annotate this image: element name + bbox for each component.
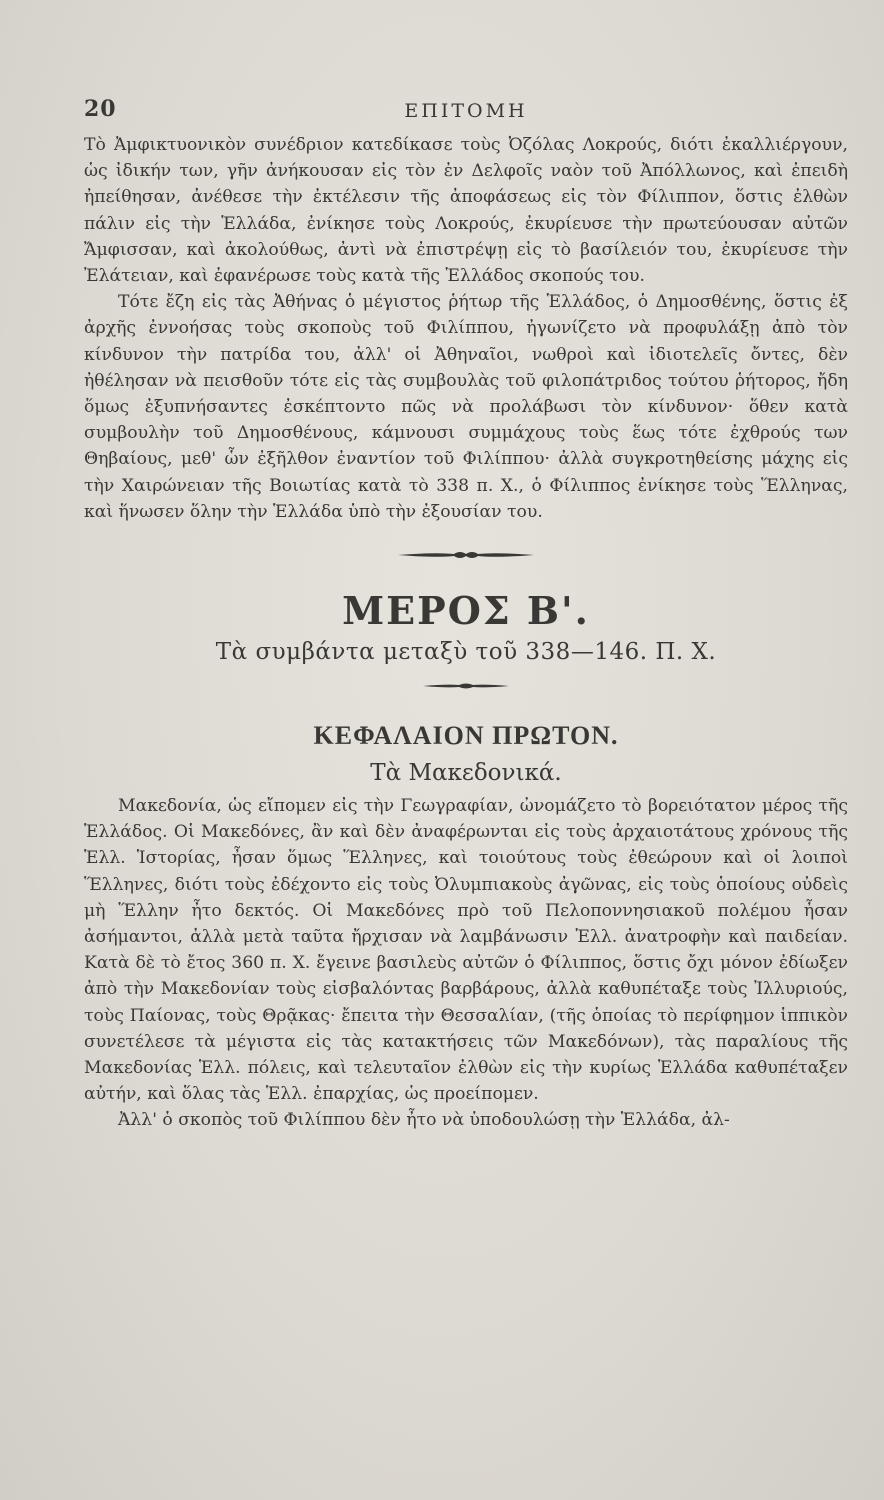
chapter-subtitle: Τὰ Μακεδονικά. bbox=[370, 760, 562, 787]
paragraph-amphictyonic-council: Τὸ Ἀμφικτυονικὸν συνέδριον κατεδίκασε τοὺς Ὀζόλας Λοκρούς, διότι ἐκαλλιέργουν, ὡς ἰδικήν των, γῆν ἀνήκουσαν εἰς τὸν ἐν Δελφοῖς ναὸν τοῦ Ἀπόλλωνος, καὶ ἐπειδὴ ἠπείθησαν, ἀνέθεσε τὴν ἐκτέλεσιν τῆς ἀποφάσεως εἰς τὸν Φίλιππον, ὅστις ἐλθὼν πάλιν εἰς τὴν Ἑλλάδα, ἐνίκησε τοὺς Λοκρούς, ἐκυρίευσε τὴν πρωτεύουσαν αὐτῶν Ἄμφισσαν, καὶ ἀκολούθως, ἀντὶ νὰ ἐπιστρέψῃ εἰς τὸ βασίλειόν του, ἐκυρίευσε τὴν Ἐλάτειαν, καὶ ἐφανέρωσε τοὺς κατὰ τῆς Ἑλλάδος σκοπούς του. bbox=[84, 135, 848, 287]
running-header bbox=[84, 96, 848, 132]
divider-ornament-icon bbox=[396, 548, 536, 562]
page-content bbox=[84, 96, 848, 1134]
divider-ornament bbox=[84, 545, 848, 565]
running-title: ΕΠΙΤΟΜΗ bbox=[404, 100, 528, 122]
paragraph-demosthenes: Τότε ἔζη εἰς τὰς Ἀθήνας ὁ μέγιστος ῥήτωρ τῆς Ἑλλάδος, ὁ Δημοσθένης, ὅστις ἐξ ἀρχῆς ἐννοήσας τοὺς σκοποὺς τοῦ Φιλίππου, ἠγωνίζετο νὰ προφυλάξῃ ἀπὸ τὸν κίνδυνον τὴν πατρίδα του, ἀλλ' οἱ Ἀθηναῖοι, νωθροὶ καὶ ἰδιοτελεῖς ὄντες, δὲν ἠθέλησαν νὰ πεισθοῦν τότε εἰς τὰς συμβουλὰς τοῦ φιλοπάτριδος τούτου ῥήτορος, ἤδη ὅμως ἐξυπνήσαντες ἐσκέπτοντο πῶς νὰ προλάβωσι τὸν κίνδυνον· ὅθεν κατὰ συμβουλὴν τοῦ Δημοσθένους, κάμνουσι συμμάχους τοὺς ἕως τότε ἐχθρούς των Θηβαίους, μεθ' ὧν ἐξῆλθον ἐναντίον τοῦ Φιλίππου· ἀλλὰ συγκροτηθείσης μάχης εἰς τὴν Χαιρώνειαν τῆς Βοιωτίας κατὰ τὸ 338 π. Χ., ὁ Φίλιππος ἐνίκησε τοὺς Ἕλληνας, καὶ ἥνωσεν ὅλην τὴν Ἑλλάδα ὑπὸ τὴν ἐξουσίαν του. bbox=[84, 292, 848, 522]
chapter-title: ΚΕΦΑΛΑΙΟΝ ΠΡΩΤΟΝ. bbox=[313, 721, 619, 751]
part-title: ΜΕΡΟΣ Β'. bbox=[342, 588, 590, 634]
paragraph-philip-aim: Ἀλλ' ὁ σκοπὸς τοῦ Φιλίππου δὲν ἦτο νὰ ὑποδουλώσῃ τὴν Ἑλλάδα, ἀλ- bbox=[118, 1110, 730, 1131]
small-divider-ornament bbox=[84, 679, 848, 693]
paragraph-macedonians: Μακεδονία, ὡς εἴπομεν εἰς τὴν Γεωγραφίαν, ὠνομάζετο τὸ βορειότατον μέρος τῆς Ἑλλάδος. Οἱ Μακεδόνες, ἂν καὶ δὲν ἀναφέρωνται εἰς τοὺς ἀρχαιοτάτους χρόνους τῆς Ἑλλ. Ἱστορίας, ἦσαν ὅμως Ἕλληνες, καὶ τοιούτους τοὺς ἐθεώρουν καὶ οἱ λοιποὶ Ἕλληνες, διότι τοὺς ἐδέχοντο εἰς τοὺς Ὀλυμπιακοὺς ἀγῶνας, εἰς τοὺς ὁποίους οὐδεὶς μὴ Ἕλλην ἦτο δεκτός. Οἱ Μακεδόνες πρὸ τοῦ Πελοποννησιακοῦ πολέμου ἦσαν ἀσήμαντοι, ἀλλὰ μετὰ ταῦτα ἤρχισαν νὰ λαμβάνωσιν Ἑλλ. ἀνατροφὴν καὶ παιδείαν. Κατὰ δὲ τὸ ἔτος 360 π. Χ. ἔγεινε βασιλεὺς αὐτῶν ὁ Φίλιππος, ὅστις ὄχι μόνον ἐδίωξεν ἀπὸ τὴν Μακεδονίαν τοὺς εἰσβαλόντας βαρβάρους, ἀλλὰ καθυπέταξε τοὺς Ἰλλυριούς, τοὺς Παίονας, τοὺς Θρᾷκας· ἔπειτα τὴν Θεσσαλίαν, (τῆς ὁποίας τὸ περίφημον ἱππικὸν συνετέλεσε τὰ μέγιστα εἰς τὰς κατακτήσεις τῶν Μακεδόνων), τὰς παραλίους τῆς Μακεδονίας Ἑλλ. πόλεις, καὶ τελευταῖον ἐλθὼν εἰς τὴν κυρίως Ἑλλάδα καθυπέταξεν αὐτήν, καὶ ὅλας τὰς Ἑλλ. ἐπαρχίας, ὡς προείπομεν. bbox=[84, 796, 848, 1105]
part-subtitle: Τὰ συμβάντα μεταξὺ τοῦ 338—146. Π. Χ. bbox=[215, 639, 717, 666]
page-number: 20 bbox=[84, 96, 117, 122]
small-divider-icon bbox=[421, 681, 511, 691]
